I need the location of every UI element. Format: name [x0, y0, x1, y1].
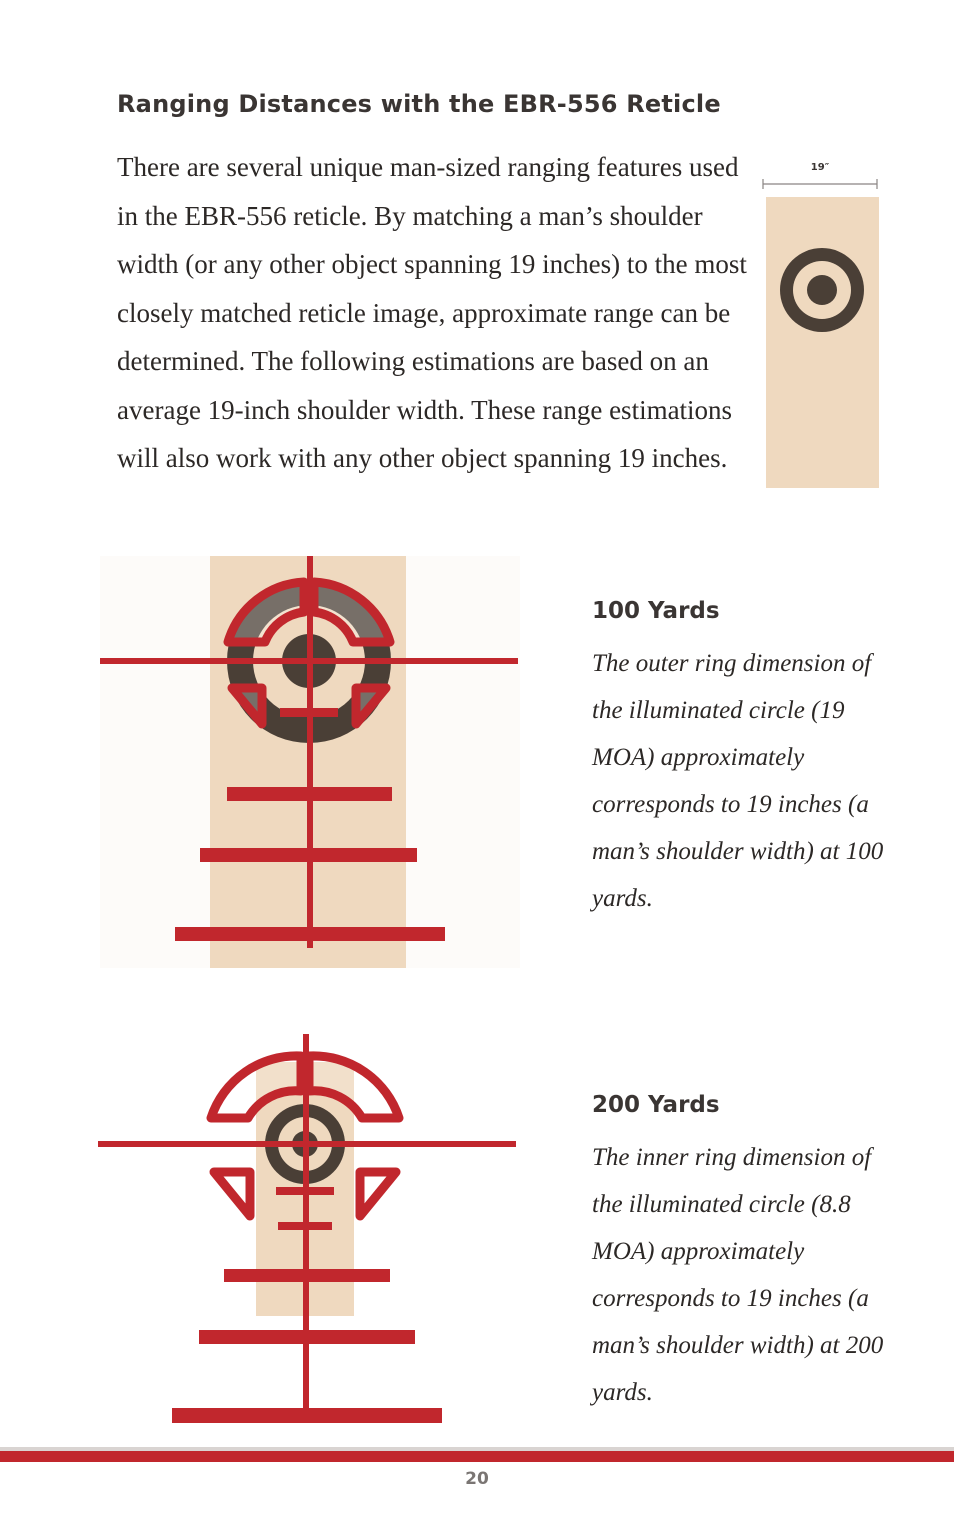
section-body-100-yards: The outer ring dimension of the illuminated circle (19 MOA) approximately corresponds to 19 inches (a man’s shoulder width) at 100 yards.	[592, 650, 884, 912]
stadia-bar-1	[280, 708, 338, 717]
target-figure	[760, 160, 880, 490]
reticle-100-yards	[100, 556, 520, 968]
stadia-bar-5	[172, 1408, 442, 1423]
target-center	[807, 275, 837, 305]
dimension-line	[763, 179, 877, 189]
stadia-bar-4	[199, 1330, 415, 1344]
intro-paragraph: There are several unique man-sized ranging features used in the EBR-556 reticle. By matching a man’s shoulder width (or any other object spanning 19 inches) to the most closely matched reticle image, approximate range can be determined. The following estimations are based on an average 19-inch shoulder width. These range estimations will also work with any other object spanning 19 inches.	[117, 152, 747, 473]
target-illustration	[760, 160, 880, 490]
footer-rule-red	[0, 1451, 954, 1462]
stadia-bar-4	[175, 927, 445, 941]
stadia-bar-3	[224, 1269, 390, 1282]
section-title-200-yards: 200 Yards	[592, 1092, 720, 1118]
stadia-bar-3	[200, 848, 417, 862]
reticle-vertical-line	[307, 556, 313, 948]
section-title-100-yards: 100 Yards	[592, 598, 720, 624]
section-body-200-yards: The inner ring dimension of the illuminated circle (8.8 MOA) approximately corresponds to 19 inches (a man’s shoulder width) at 200 yards.	[592, 1144, 884, 1406]
stadia-bar-2	[227, 787, 392, 801]
stadia-bar-1	[276, 1187, 334, 1195]
reticle-wedge-left	[214, 1172, 250, 1216]
stadia-bar-2	[278, 1222, 332, 1230]
page-heading: Ranging Distances with the EBR-556 Reticle	[117, 90, 721, 118]
dimension-label: 19″	[810, 162, 830, 173]
reticle-200-yards	[98, 1034, 518, 1430]
silhouette-panel	[766, 197, 879, 488]
page-number: 20	[465, 1469, 489, 1489]
reticle-wedge-right	[360, 1172, 396, 1216]
